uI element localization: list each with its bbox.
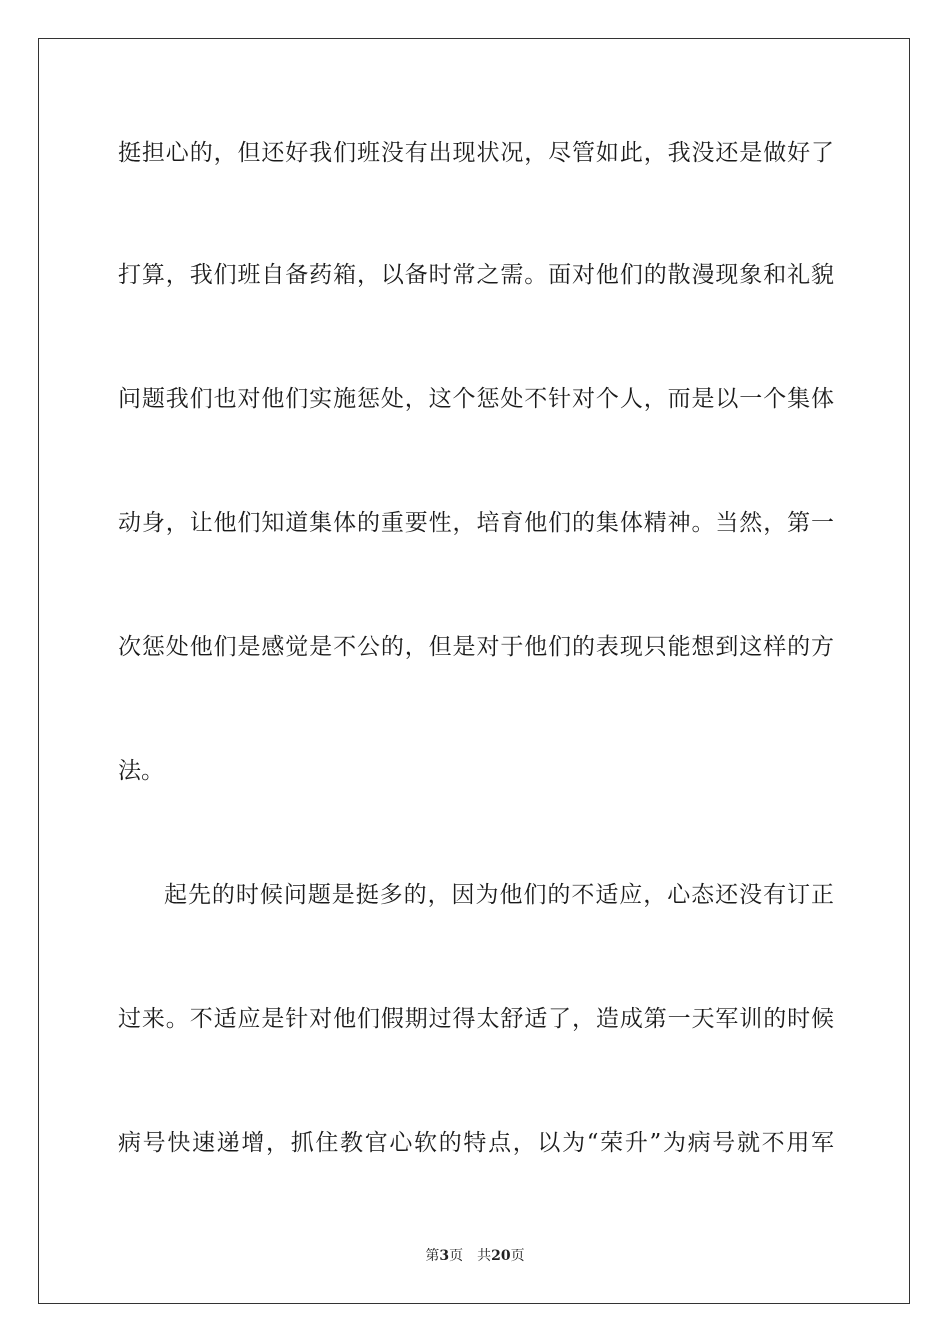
body-text-line-6: 法。 (118, 758, 164, 784)
body-text-line-4: 动身，让他们知道集体的重要性，培育他们的集体精神。当然，第一 (118, 510, 834, 536)
body-text-line-7: 起先的时候问题是挺多的，因为他们的不适应，心态还没有订正 (164, 882, 834, 908)
body-text-line-9: 病号快速递增，抓住教官心软的特点，以为“荣升”为病号就不用军 (118, 1130, 834, 1156)
footer-page-total: 20 (491, 1248, 511, 1264)
body-text-line-1: 挺担心的，但还好我们班没有出现状况，尽管如此，我没还是做好了 (118, 140, 834, 166)
body-text-line-5: 次惩处他们是感觉是不公的，但是对于他们的表现只能想到这样的方 (118, 634, 834, 660)
footer-page-current: 3 (439, 1248, 450, 1264)
footer-total-unit: 页 (510, 1248, 525, 1264)
footer-total-prefix: 共 (477, 1248, 492, 1264)
page-footer (0, 1246, 950, 1266)
page-border (38, 38, 910, 1304)
body-text-line-3: 问题我们也对他们实施惩处，这个惩处不针对个人，而是以一个集体 (118, 386, 834, 412)
footer-page-prefix: 第 (425, 1248, 440, 1264)
footer-page-unit: 页 (449, 1248, 464, 1264)
body-text-line-8: 过来。不适应是针对他们假期过得太舒适了，造成第一天军训的时候 (118, 1006, 834, 1032)
body-text-line-2: 打算，我们班自备药箱，以备时常之需。面对他们的散漫现象和礼貌 (118, 262, 834, 288)
